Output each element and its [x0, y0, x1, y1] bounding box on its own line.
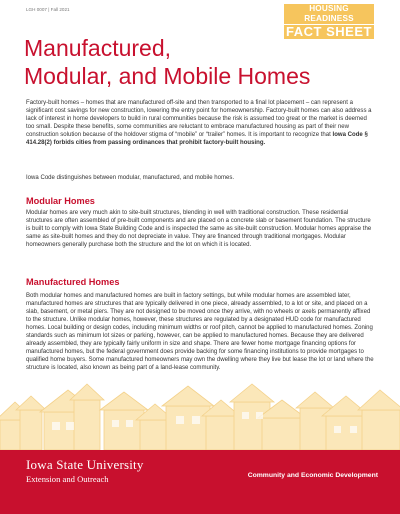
manufactured-heading: Manufactured Homes: [26, 277, 120, 287]
extension-name: Extension and Outreach: [26, 474, 109, 484]
manufactured-paragraph: Both modular homes and manufactured homes are built in factory settings, but while modular homes are assembled later, manufactured homes are structures that are typically delivered in one piece, already assembled, to a lot or site, and placed on a slab, basement, or metal piers. They are not designed to be moved once they arrive, with no wheels or axels permanently affixed to the structure. Unlike modular homes, however, these structures are regulated by a designated HUD code for manufactured homes. Local building or design codes, including minimum widths or roof pitch, cannot be applied to manufactured homes. Zoning standards such as minimum lot sizes or parking, however, can be applied to manufactured homes. Because they are delivered already assembled, they are typically fairly uniform in size and shape. There are fewer home mortgage financing options for manufactured homes, but the federal government does provide backing for some financing institutions to provide mortgages to qualified home buyers. Some manufactured homeowners may own the dwelling where they live but lease the lot or land where the structure is located, also known as being part of a land-lease community.: [26, 293, 374, 372]
intro-text: Factory-built homes – homes that are manufactured off-site and then transported to a final lot placement – can represent a significant cost savings for new construction, lowering the entry point for homeownership. Factory-built homes can also address a lack of interest in home developers to build in rural communities because the risk is assumed too great or the market is deemed too small. Despite these benefits, some communities are reluctant to embrace manufactured housing as part of their new construction solution because of the holdover stigma of “mobile” or “trailer” homes. It is important to recognize that: [26, 100, 372, 139]
footer-band: [0, 450, 400, 514]
university-name: Iowa State University: [26, 457, 144, 472]
title-line-1: Manufactured,: [24, 35, 172, 61]
series-kicker: HOUSING READINESS: [284, 4, 374, 24]
department-name: Community and Economic Development: [247, 472, 378, 479]
page-title: [24, 34, 384, 90]
title-line-2: Modular, and Mobile Homes: [24, 63, 311, 89]
modular-heading: Modular Homes: [26, 196, 95, 206]
intro-bold-text: Iowa Code § 414.28(2) forbids cities from passing ordinances that prohibit factory-built housing.: [26, 132, 368, 147]
fact-sheet-label: FACT SHEET: [284, 25, 374, 39]
document-code: LGH 0007 | Fall 2021: [26, 7, 70, 12]
houses-illustration: [0, 380, 400, 450]
intro-paragraph: [26, 99, 376, 147]
intro-note: Iowa Code distinguishes between modular, manufactured, and mobile homes.: [26, 175, 235, 181]
modular-paragraph: Modular homes are very much akin to site-built structures, blending in well with traditional construction. These residential structures are often assembled of pre-built components and are placed on a concrete slab or basement foundation. The structure is built to comply with Iowa State Building Code and is inspected the same as site-built construction. Modular homes appraise the same as site-built homes and they do not depreciate in value. They are financed through traditional mortgages. Modular homeowners generally purchase both the structure and the lot on which it is located.: [26, 210, 372, 249]
